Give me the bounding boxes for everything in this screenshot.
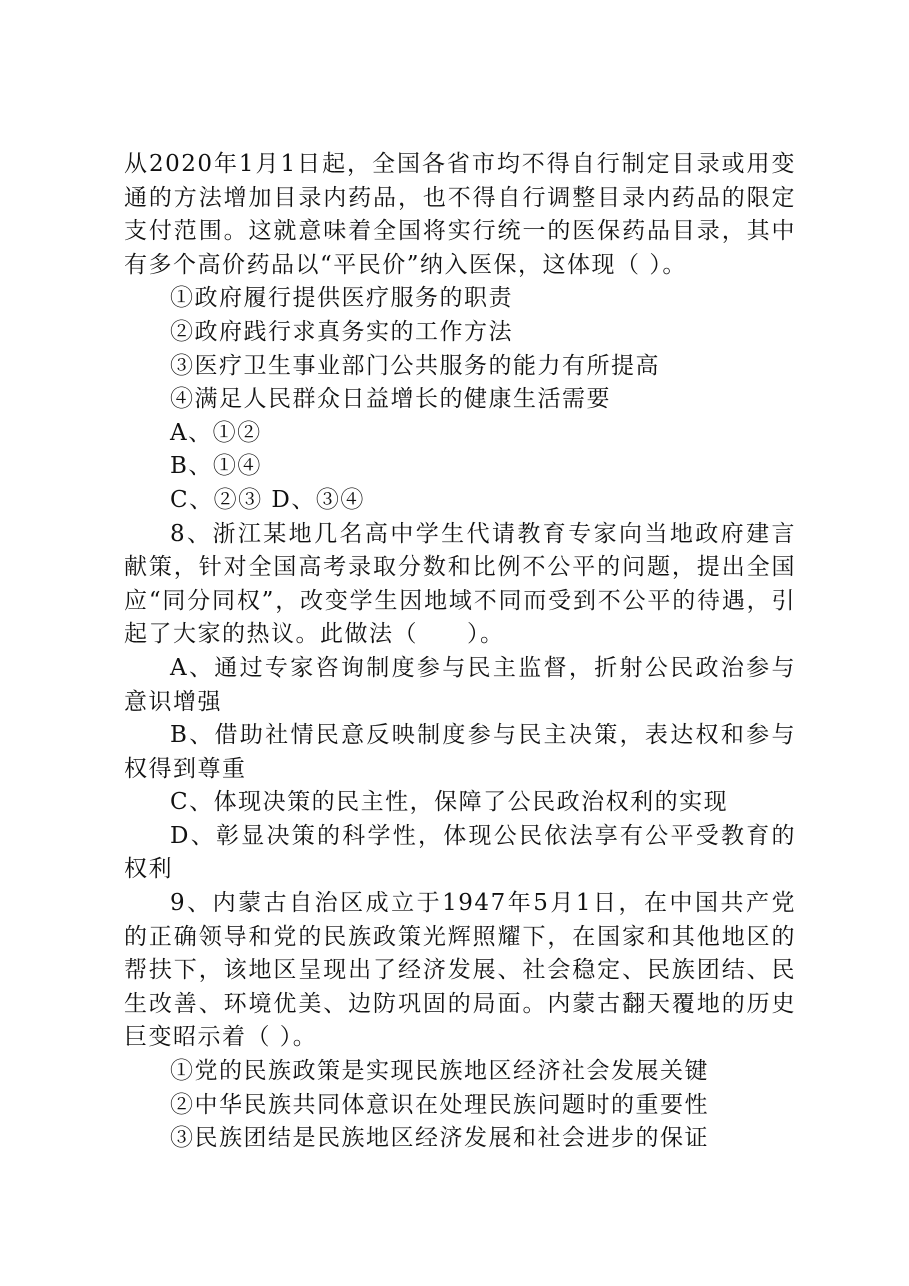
question-8-option-b: B、借助社情民意反映制度参与民主决策，表达权和参与权得到尊重 bbox=[124, 722, 796, 782]
question-7-statement-2: ②政府践行求真务实的工作方法 bbox=[170, 318, 513, 345]
question-7-option-cd: C、②③ D、③④ bbox=[170, 486, 365, 513]
question-7-option-a: A、①② bbox=[170, 419, 262, 446]
question-8-option-c: C、体现决策的民主性，保障了公民政治权利的实现 bbox=[170, 789, 729, 816]
question-8-option-d: D、彰显决策的科学性，体现公民依法享有公平受教育的权利 bbox=[124, 822, 796, 883]
question-9-stem: 9、内蒙古自治区成立于1947年5月1日，在中国共产党的正确领导和党的民族政策光辉照耀下，在国家和其他地区的帮扶下，该地区呈现出了经济发展、社会稳定、民族团结、民生改善、环境优美、边防巩固的局面。内蒙古翻天覆地的历史巨变昭示着（ ）。 bbox=[124, 890, 796, 1051]
question-8-stem: 8、浙江某地几名高中学生代请教育专家向当地政府建言献策，针对全国高考录取分数和比例不公平的问题，提出全国应“同分同权”，改变学生因地域不同而受到不公平的待遇，引起了大家的热议。此做法（ ）。 bbox=[124, 520, 796, 648]
question-7-stem: 从2020年1月1日起，全国各省市均不得自行制定目录或用变通的方法增加目录内药品，也不得自行调整目录内药品的限定支付范围。这就意味着全国将实行统一的医保药品目录，其中有多个高价药品以“平民价”纳入医保，这体现（ ）。 bbox=[124, 151, 796, 278]
question-7-statement-1: ①政府履行提供医疗服务的职责 bbox=[170, 285, 513, 312]
question-7-statement-3: ③医疗卫生事业部门公共服务的能力有所提高 bbox=[170, 352, 660, 379]
document-body bbox=[124, 148, 796, 1156]
question-7-statement-4: ④满足人民群众日益增长的健康生活需要 bbox=[170, 386, 611, 413]
question-9-statement-3: ③民族团结是民族地区经济发展和社会进步的保证 bbox=[170, 1125, 709, 1152]
question-9-statement-2: ②中华民族共同体意识在处理民族问题时的重要性 bbox=[170, 1091, 709, 1118]
question-8-option-a: A、通过专家咨询制度参与民主监督，折射公民政治参与意识增强 bbox=[124, 654, 796, 715]
question-7-option-b: B、①④ bbox=[170, 453, 262, 480]
question-9-statement-1: ①党的民族政策是实现民族地区经济社会发展关键 bbox=[170, 1058, 709, 1085]
